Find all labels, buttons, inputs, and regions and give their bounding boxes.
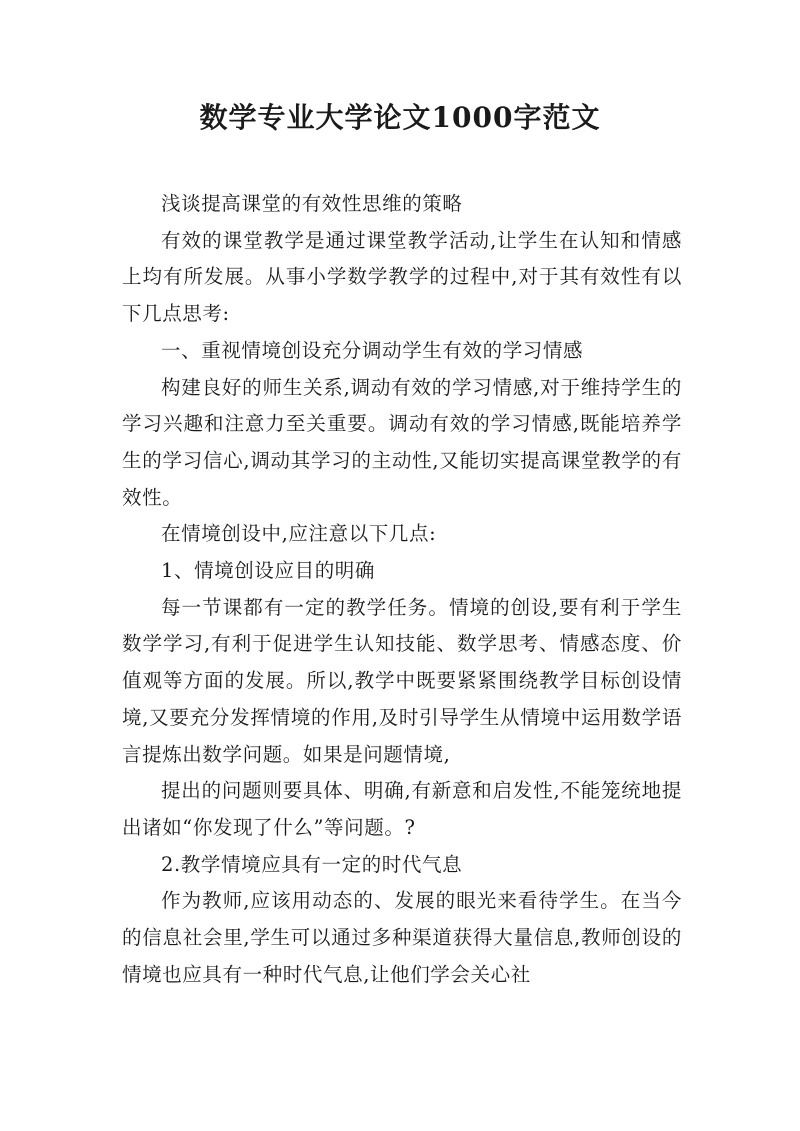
paragraph-era: 作为教师,应该用动态的、发展的眼光来看待学生。在当今的信息社会里,学生可以通过多种渠道获得大量信息,教师创设的情境也应具有一种时代气息,让他们学会关心社 xyxy=(122,889,682,986)
paragraph-questions: 提出的问题则要具体、明确,有新意和启发性,不能笼统地提出诸如“你发现了什么”等问题。? xyxy=(122,779,682,839)
subheading-1: 1、情境创设应目的明确 xyxy=(161,559,376,583)
document-title: 数学专业大学论文1000字范文 xyxy=(199,101,601,134)
section-title-strategy: 浅谈提高课堂的有效性思维的策略 xyxy=(161,192,463,215)
subheading-2: 2.教学情境应具有一定的时代气息 xyxy=(161,852,463,876)
paragraph-task: 每一节课都有一定的教学任务。情境的创设,要有利于学生数学学习,有利于促进学生认知技能、数学思考、情感态度、价值观等方面的发展。所以,教学中既要紧紧围绕教学目标创设情境,又要充分发挥情境的作用,及时引导学生从情境中运用数学语言提炼出数学问题。如果是问题情境, xyxy=(122,595,682,766)
section-heading-1: 一、重视情境创设充分调动学生有效的学习情感 xyxy=(161,338,584,362)
document-body xyxy=(122,186,682,993)
paragraph-teacher-student: 构建良好的师生关系,调动有效的学习情感,对于维持学生的学习兴趣和注意力至关重要。调动有效的学习情感,既能培养学生的学习信心,调动其学习的主动性,又能切实提高课堂教学的有效性。 xyxy=(122,375,682,509)
paragraph-intro: 有效的课堂教学是通过课堂教学活动,让学生在认知和情感上均有所发展。从事小学数学教学的过程中,对于其有效性有以下几点思考: xyxy=(122,228,682,326)
paragraph-lead-in: 在情境创设中,应注意以下几点: xyxy=(161,522,437,546)
